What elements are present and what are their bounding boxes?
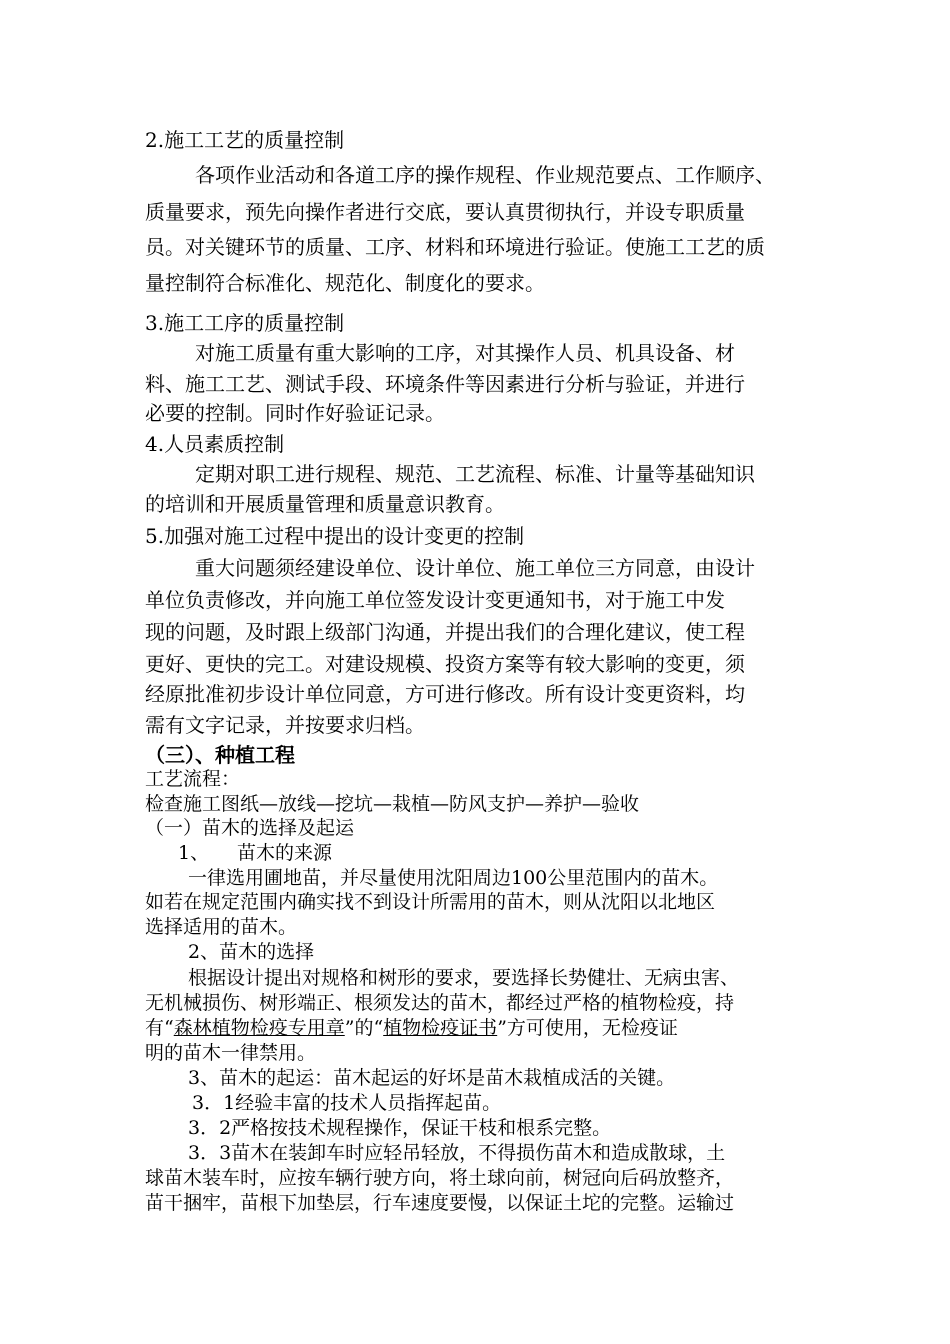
paragraph-line: 质量要求，预先向操作者进行交底，要认真贯彻执行，并设专职质量 xyxy=(145,200,745,224)
paragraph-line: 单位负责修改，并向施工单位签发设计变更通知书，对于施工中发 xyxy=(145,588,725,612)
paragraph-line: 员。对关键环节的质量、工序、材料和环境进行验证。使施工工艺的质 xyxy=(145,235,765,259)
paragraph-line: 现的问题，及时跟上级部门沟通，并提出我们的合理化建议，使工程 xyxy=(145,620,745,644)
paragraph-line: 必要的控制。同时作好验证记录。 xyxy=(145,401,445,425)
section-title-planting: （三）、种植工程 xyxy=(145,743,295,767)
section-heading-5: 5.加强对施工过程中提出的设计变更的控制 xyxy=(145,524,525,548)
text-run: 有“ xyxy=(145,1017,174,1039)
sub-item: 3．2严格按技术规程操作，保证干枝和根系完整。 xyxy=(188,1117,612,1139)
paragraph-line: 量控制符合标准化、规范化、制度化的要求。 xyxy=(145,271,545,295)
paragraph-line: 需有文字记录，并按要求归档。 xyxy=(145,713,425,737)
paragraph-line: 更好、更快的完工。对建设规模、投资方案等有较大影响的变更，须 xyxy=(145,652,745,676)
paragraph-line: 定期对职工进行规程、规范、工艺流程、标准、计量等基础知识 xyxy=(195,462,755,486)
section-heading-2: 2.施工工艺的质量控制 xyxy=(145,128,345,152)
section-heading-4: 4.人员素质控制 xyxy=(145,432,285,456)
paragraph-line: 对施工质量有重大影响的工序，对其操作人员、机具设备、材 xyxy=(195,341,735,365)
paragraph-line: 明的苗木一律禁用。 xyxy=(145,1042,317,1064)
paragraph-line: 无机械损伤、树形端正、根须发达的苗木，都经过严格的植物检疫，持 xyxy=(145,992,735,1014)
paragraph-line: 选择适用的苗木。 xyxy=(145,916,298,938)
section-heading-3: 3.施工工序的质量控制 xyxy=(145,311,345,335)
sub-item: 3．1经验丰富的技术人员指挥起苗。 xyxy=(192,1092,502,1114)
subsection-heading: （一）苗木的选择及起运 xyxy=(145,817,355,839)
underlined-term: 森林植物检疫专用章 xyxy=(173,1017,345,1039)
paragraph-line: 苗干捆牢，苗根下加垫层，行车速度要慢，以保证土坨的完整。运输过 xyxy=(145,1192,735,1214)
flow-label: 工艺流程： xyxy=(145,768,241,790)
paragraph-line: 一律选用圃地苗，并尽量使用沈阳周边100公里范围内的苗木。 xyxy=(188,867,719,889)
paragraph-line: 料、施工工艺、测试手段、环境条件等因素进行分析与验证，并进行 xyxy=(145,372,745,396)
paragraph-line: 根据设计提出对规格和树形的要求，要选择长势健壮、无病虫害、 xyxy=(188,967,740,989)
item-number: 1、 xyxy=(178,842,210,864)
paragraph-line: 重大问题须经建设单位、设计单位、施工单位三方同意，由设计 xyxy=(195,556,755,580)
paragraph-line: 球苗木装车时，应按车辆行驶方向，将土球向前，树冠向后码放整齐， xyxy=(145,1167,735,1189)
item-heading: 苗木的来源 xyxy=(237,842,333,864)
paragraph-line: 如若在规定范围内确实找不到设计所需用的苗木，则从沈阳以北地区 xyxy=(145,891,716,913)
text-run: ”方可使用，无检疫证 xyxy=(497,1017,678,1039)
text-run: ”的“ xyxy=(344,1017,384,1039)
paragraph-line: 的培训和开展质量管理和质量意识教育。 xyxy=(145,492,505,516)
process-flow: 检查施工图纸—放线—挖坑—栽植—防风支护—养护—验收 xyxy=(145,793,640,815)
item-heading: 3、苗木的起运：苗木起运的好坏是苗木栽植成活的关键。 xyxy=(188,1067,676,1089)
paragraph-line xyxy=(145,1017,678,1039)
underlined-term: 植物检疫证书 xyxy=(383,1017,498,1039)
item-heading: 2、苗木的选择 xyxy=(188,941,315,963)
paragraph-line: 各项作业活动和各道工序的操作规程、作业规范要点、工作顺序、 xyxy=(195,163,775,187)
paragraph-line: 经原批准初步设计单位同意，方可进行修改。所有设计变更资料，均 xyxy=(145,682,745,706)
paragraph-line: 3．3苗木在装卸车时应轻吊轻放，不得损伤苗木和造成散球，土 xyxy=(188,1142,726,1164)
